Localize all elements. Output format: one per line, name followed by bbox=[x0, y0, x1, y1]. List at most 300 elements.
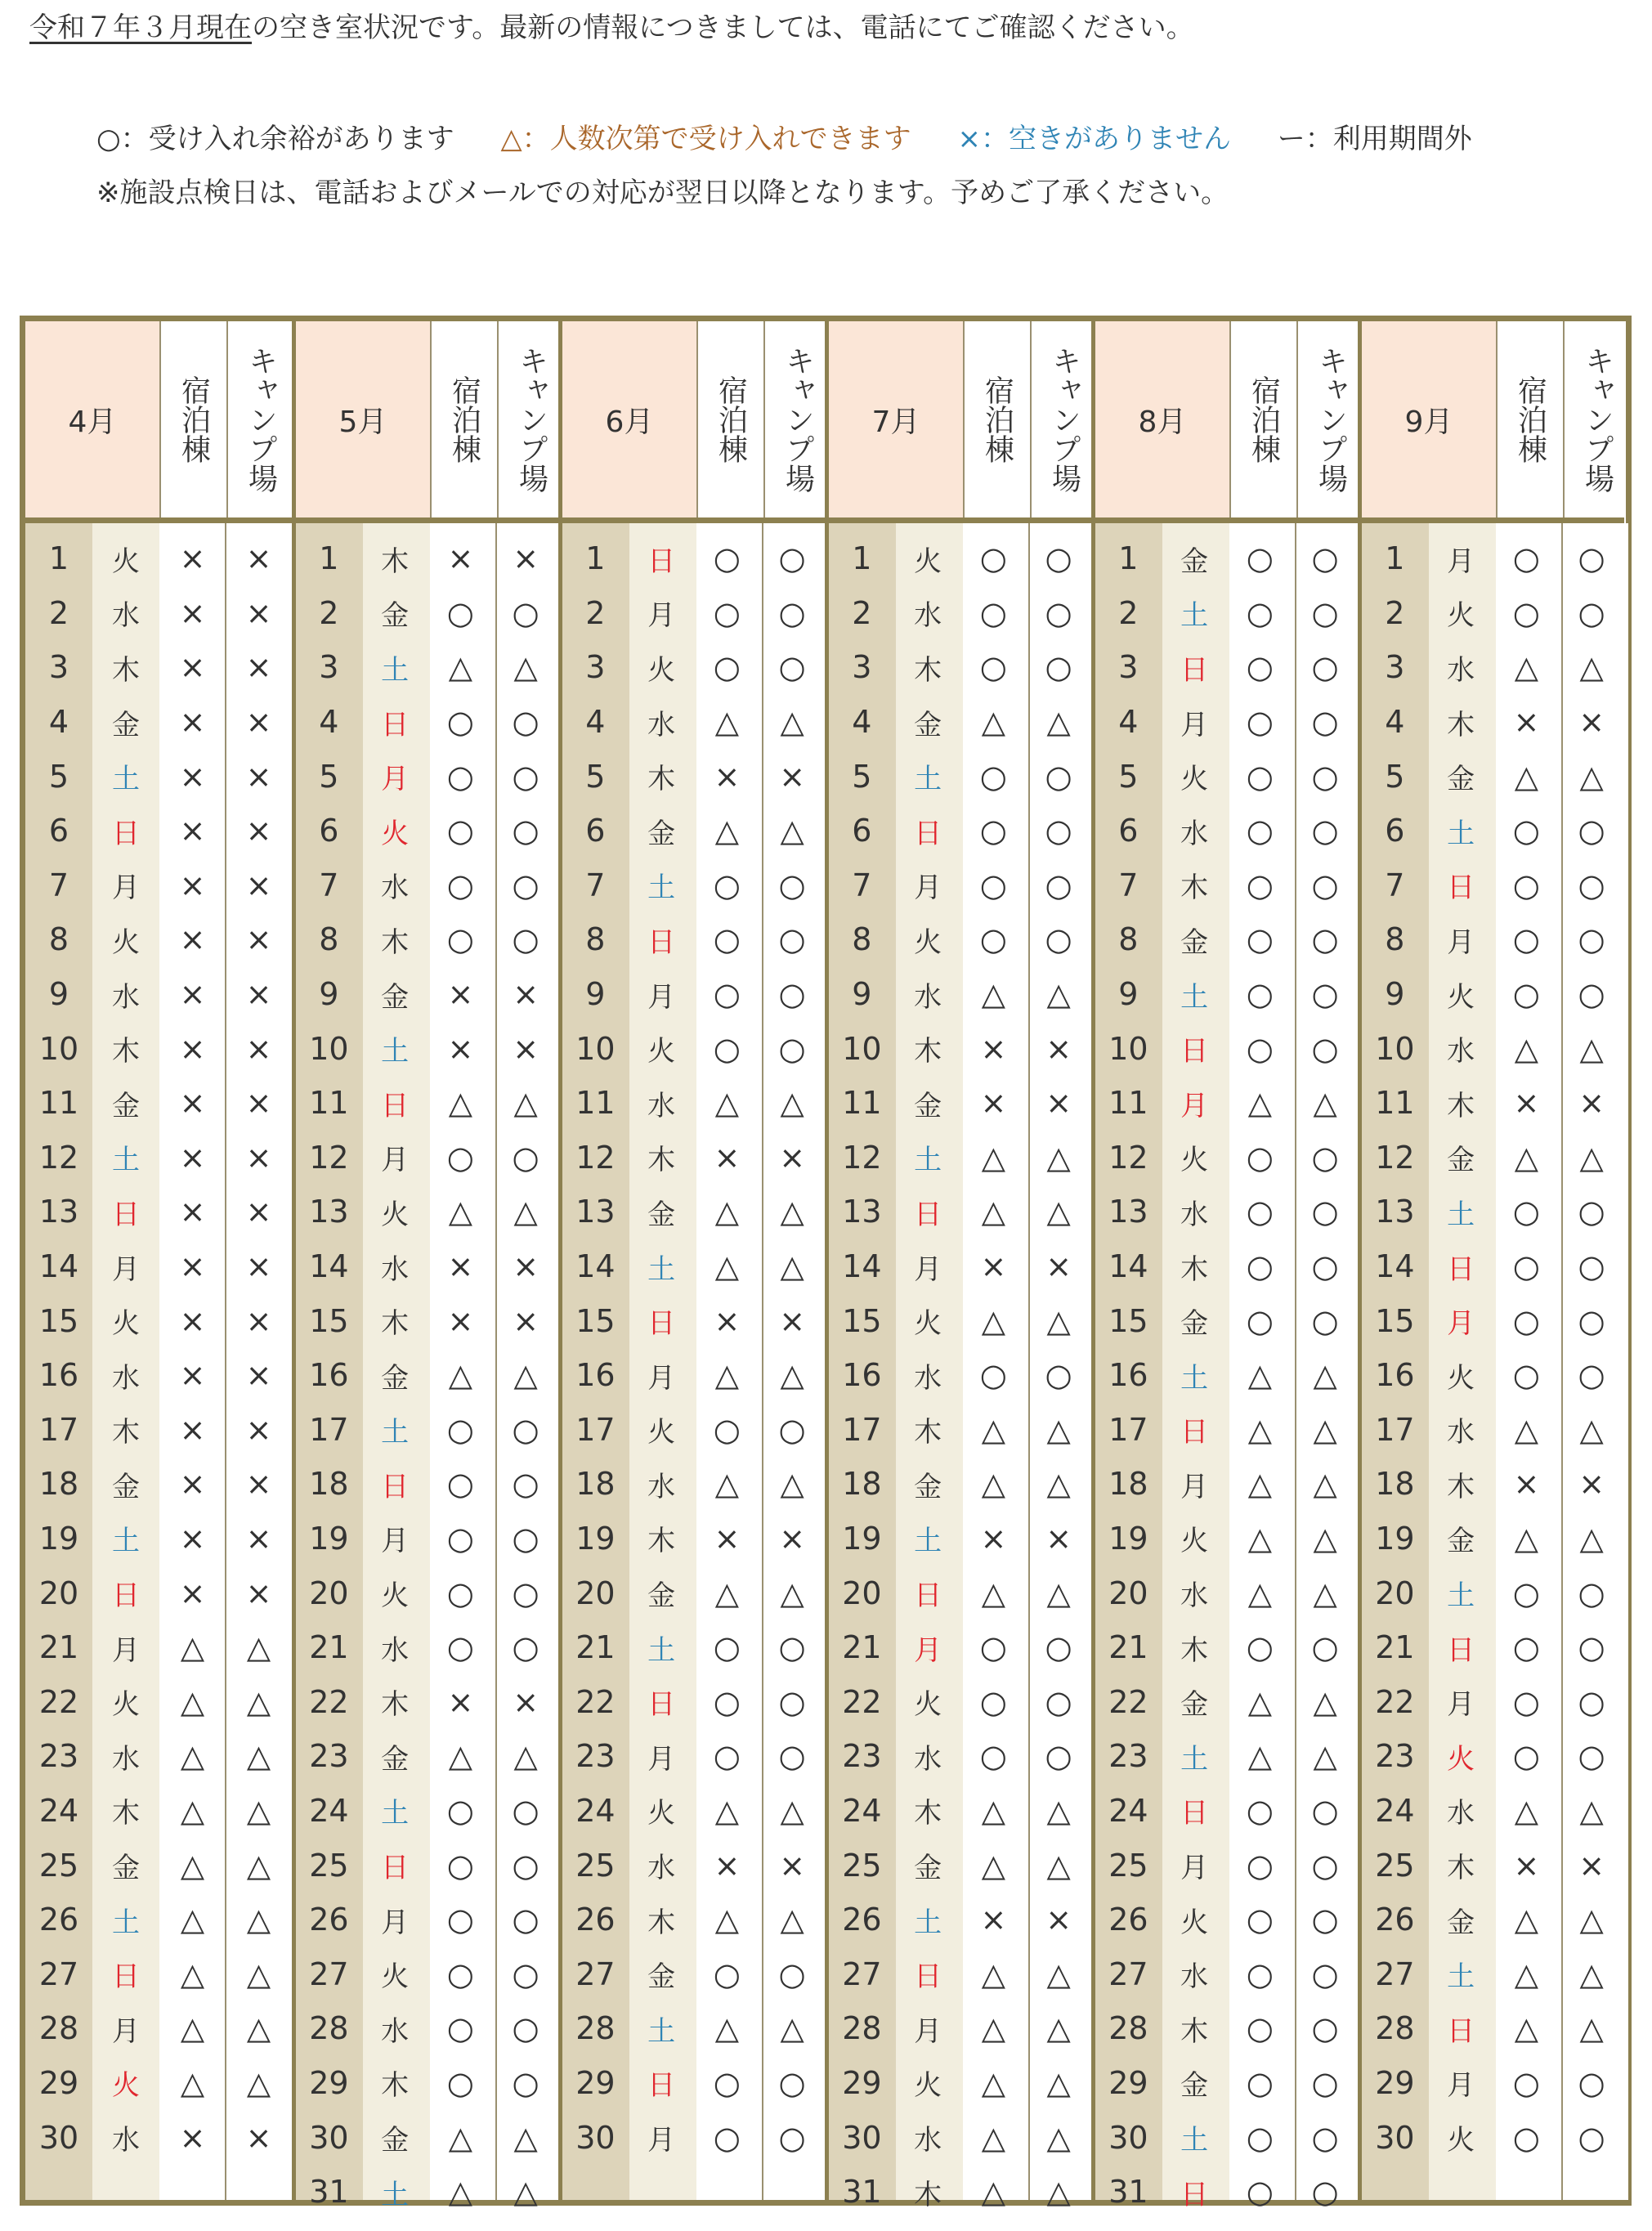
day-number: 11 bbox=[1108, 1085, 1148, 1122]
day-row bbox=[1095, 2056, 1358, 2111]
lodging-status: △ bbox=[1514, 1955, 1538, 1992]
lodging-status: ○ bbox=[713, 1629, 741, 1666]
camp-status: ○ bbox=[1578, 1357, 1605, 1394]
day-of-week: 火 bbox=[1447, 1361, 1475, 1395]
lodging-status: △ bbox=[714, 1248, 739, 1285]
day-row bbox=[296, 1021, 558, 1076]
day-row bbox=[829, 967, 1091, 1022]
camp-status: × bbox=[779, 1847, 806, 1884]
lodging-status: ○ bbox=[979, 1629, 1007, 1666]
month-header bbox=[296, 321, 558, 523]
camp-status: ○ bbox=[1311, 1629, 1339, 1666]
lodging-status: × bbox=[179, 758, 206, 795]
lodging-status: △ bbox=[448, 1194, 472, 1230]
day-of-week: 木 bbox=[381, 925, 410, 959]
camp-status: ○ bbox=[778, 594, 806, 631]
day-of-week: 日 bbox=[1447, 871, 1475, 905]
camp-status: ○ bbox=[1311, 594, 1339, 631]
lodging-status: ○ bbox=[979, 758, 1007, 795]
lodging-status: ○ bbox=[1246, 704, 1274, 741]
day-of-week: 木 bbox=[647, 1525, 676, 1558]
day-number: 1 bbox=[1118, 540, 1139, 577]
day-of-week: 土 bbox=[112, 1906, 140, 1939]
day-row bbox=[562, 1293, 825, 1348]
day-row bbox=[296, 1293, 558, 1348]
day-row bbox=[829, 1838, 1091, 1893]
lodging-status: ○ bbox=[1246, 758, 1274, 795]
day-number: 17 bbox=[575, 1411, 616, 1448]
day-row bbox=[1095, 1620, 1358, 1675]
camp-status: △ bbox=[1046, 1302, 1071, 1339]
day-of-week: 日 bbox=[914, 1579, 942, 1613]
day-of-week: 木 bbox=[112, 1797, 140, 1830]
day-number: 18 bbox=[1108, 1466, 1148, 1503]
day-number: 18 bbox=[38, 1466, 79, 1503]
day-row bbox=[1095, 1457, 1358, 1512]
camp-status: △ bbox=[1579, 1792, 1604, 1829]
day-number: 18 bbox=[575, 1466, 616, 1503]
camp-status: × bbox=[513, 976, 539, 1013]
camp-header: キャンプ場 bbox=[514, 346, 548, 493]
month-body bbox=[1362, 523, 1624, 2200]
day-number: 28 bbox=[575, 2010, 616, 2047]
camp-status: ○ bbox=[778, 976, 806, 1013]
camp-status: ○ bbox=[1578, 540, 1605, 577]
month-name: 4月 bbox=[25, 321, 161, 517]
camp-status: × bbox=[779, 1520, 806, 1557]
day-row bbox=[296, 749, 558, 804]
day-row bbox=[1095, 586, 1358, 641]
month-name: 6月 bbox=[562, 321, 698, 517]
day-of-week: 土 bbox=[381, 2178, 410, 2211]
camp-status: △ bbox=[513, 1738, 538, 1775]
lodging-status: △ bbox=[180, 2010, 205, 2047]
day-number: 2 bbox=[1118, 594, 1139, 631]
month-header bbox=[25, 321, 292, 523]
day-row bbox=[562, 695, 825, 750]
day-of-week: 木 bbox=[647, 1144, 676, 1177]
day-row bbox=[1362, 2001, 1624, 2056]
day-number: 31 bbox=[1108, 2174, 1148, 2211]
day-number: 19 bbox=[38, 1520, 79, 1557]
day-number: 29 bbox=[38, 2064, 79, 2101]
lodging-status: △ bbox=[714, 1357, 739, 1394]
day-row bbox=[296, 2056, 558, 2111]
camp-status: △ bbox=[1313, 1520, 1337, 1557]
day-number: 5 bbox=[852, 758, 872, 795]
lodging-status: × bbox=[447, 1030, 474, 1067]
day-number: 22 bbox=[842, 1683, 882, 1720]
day-of-week: 火 bbox=[112, 2069, 140, 2103]
day-number: 24 bbox=[842, 1792, 882, 1829]
camp-status: × bbox=[245, 1302, 272, 1339]
day-of-week: 日 bbox=[1447, 2014, 1475, 2048]
camp-status: ○ bbox=[1578, 2119, 1605, 2156]
day-number: 26 bbox=[309, 1902, 349, 1938]
day-of-week: 木 bbox=[914, 1416, 942, 1449]
day-row bbox=[562, 1893, 825, 1947]
day-of-week: 木 bbox=[1180, 871, 1209, 905]
day-number: 27 bbox=[575, 1955, 616, 1992]
day-of-week: 月 bbox=[1180, 1089, 1209, 1122]
lodging-status: △ bbox=[714, 1194, 739, 1230]
lodging-status: × bbox=[714, 758, 741, 795]
day-row bbox=[829, 1239, 1091, 1294]
day-row bbox=[25, 1403, 292, 1458]
day-of-week: 日 bbox=[1447, 1633, 1475, 1667]
lodging-status: ○ bbox=[1512, 1248, 1540, 1285]
lodging-status: ○ bbox=[713, 594, 741, 631]
day-row bbox=[1362, 1784, 1624, 1839]
day-number: 7 bbox=[1385, 867, 1405, 903]
day-of-week: 日 bbox=[112, 1198, 140, 1231]
day-row bbox=[25, 2001, 292, 2056]
day-row bbox=[1362, 1076, 1624, 1131]
day-row bbox=[25, 1838, 292, 1893]
day-of-week: 月 bbox=[112, 1252, 140, 1286]
day-row bbox=[1362, 1893, 1624, 1947]
lodging-status: ○ bbox=[713, 867, 741, 903]
lodging-status: × bbox=[980, 1248, 1007, 1285]
day-number: 27 bbox=[842, 1955, 882, 1992]
camp-status: × bbox=[1045, 1902, 1072, 1938]
day-of-week: 月 bbox=[647, 980, 676, 1014]
day-number: 14 bbox=[1375, 1248, 1415, 1285]
day-number: 14 bbox=[842, 1248, 882, 1285]
day-number: 21 bbox=[575, 1629, 616, 1666]
day-row bbox=[1095, 2165, 1358, 2220]
day-of-week: 月 bbox=[914, 871, 942, 905]
lodging-status: ○ bbox=[1246, 540, 1274, 577]
camp-status: ○ bbox=[1311, 813, 1339, 849]
camp-status: × bbox=[245, 1466, 272, 1503]
day-row bbox=[1362, 1947, 1624, 2001]
day-number: 20 bbox=[1375, 1575, 1415, 1611]
day-number: 10 bbox=[38, 1030, 79, 1067]
day-row bbox=[1362, 1512, 1624, 1566]
day-number: 22 bbox=[575, 1683, 616, 1720]
lodging-status: ○ bbox=[446, 921, 474, 958]
lodging-status: ○ bbox=[713, 2119, 741, 2156]
day-of-week: 日 bbox=[1180, 1416, 1209, 1449]
day-of-week: 土 bbox=[381, 1035, 410, 1068]
camp-status: ○ bbox=[512, 1792, 539, 1829]
day-number: 27 bbox=[309, 1955, 349, 1992]
day-of-week: 木 bbox=[112, 653, 140, 687]
day-number: 11 bbox=[575, 1085, 616, 1122]
day-of-week: 日 bbox=[381, 708, 410, 741]
day-number: 26 bbox=[842, 1902, 882, 1938]
camp-status: △ bbox=[780, 1357, 804, 1394]
day-row bbox=[296, 1457, 558, 1512]
day-number: 6 bbox=[585, 813, 606, 849]
lodging-status: ○ bbox=[713, 540, 741, 577]
camp-status: ○ bbox=[1311, 867, 1339, 903]
day-row bbox=[562, 1021, 825, 1076]
day-number: 17 bbox=[842, 1411, 882, 1448]
day-number: 24 bbox=[309, 1792, 349, 1829]
lodging-status: × bbox=[179, 1302, 206, 1339]
lodging-status: △ bbox=[981, 1194, 1005, 1230]
camp-status: △ bbox=[246, 1629, 271, 1666]
day-row bbox=[25, 695, 292, 750]
day-number: 13 bbox=[1375, 1194, 1415, 1230]
day-number: 10 bbox=[842, 1030, 882, 1067]
lodging-status: △ bbox=[1514, 758, 1538, 795]
day-of-week: 土 bbox=[381, 1416, 410, 1449]
camp-status: ○ bbox=[1311, 976, 1339, 1013]
camp-status: △ bbox=[246, 2064, 271, 2101]
lodging-status: ○ bbox=[713, 921, 741, 958]
day-of-week: 金 bbox=[914, 1089, 942, 1122]
day-row bbox=[1095, 1838, 1358, 1893]
day-number: 30 bbox=[575, 2119, 616, 2156]
day-row bbox=[296, 804, 558, 858]
day-number: 4 bbox=[1385, 704, 1405, 741]
day-row bbox=[25, 1784, 292, 1839]
camp-status: ○ bbox=[1311, 2119, 1339, 2156]
day-row bbox=[25, 967, 292, 1022]
day-row bbox=[829, 1076, 1091, 1131]
lodging-status: △ bbox=[1514, 1030, 1538, 1067]
lodging-status: ○ bbox=[1512, 867, 1540, 903]
day-row bbox=[562, 1076, 825, 1131]
lodging-status: △ bbox=[180, 1847, 205, 1884]
day-of-week: 月 bbox=[381, 763, 410, 796]
lodging-status: △ bbox=[714, 813, 739, 849]
day-of-week: 金 bbox=[914, 708, 942, 741]
camp-status: △ bbox=[1046, 1466, 1071, 1503]
day-of-week: 月 bbox=[647, 1361, 676, 1395]
lodging-status: ○ bbox=[1246, 2010, 1274, 2047]
camp-status: △ bbox=[246, 1792, 271, 1829]
day-number: 29 bbox=[309, 2064, 349, 2101]
day-number: 24 bbox=[1375, 1792, 1415, 1829]
lodging-status: △ bbox=[1247, 1520, 1272, 1557]
day-number: 30 bbox=[309, 2119, 349, 2156]
day-row bbox=[296, 1512, 558, 1566]
day-of-week: 月 bbox=[1447, 2069, 1475, 2103]
camp-status: △ bbox=[1579, 1030, 1604, 1067]
camp-status: × bbox=[245, 1411, 272, 1448]
day-number: 29 bbox=[575, 2064, 616, 2101]
day-of-week: 水 bbox=[1180, 1960, 1209, 1994]
month-name: 8月 bbox=[1095, 321, 1231, 517]
day-row bbox=[25, 749, 292, 804]
camp-status: △ bbox=[1046, 1792, 1071, 1829]
lodging-status: △ bbox=[180, 1629, 205, 1666]
day-row bbox=[562, 804, 825, 858]
intro-rest: の空き室状況です。最新の情報につきましては、電話にてご確認ください。 bbox=[252, 11, 1194, 44]
day-number: 6 bbox=[852, 813, 872, 849]
day-number: 24 bbox=[1108, 1792, 1148, 1829]
day-row bbox=[296, 1239, 558, 1294]
lodging-status: × bbox=[179, 1194, 206, 1230]
camp-status: × bbox=[1578, 1466, 1605, 1503]
day-row bbox=[1362, 1566, 1624, 1620]
camp-status: ○ bbox=[1578, 976, 1605, 1013]
day-row bbox=[829, 695, 1091, 750]
camp-status: △ bbox=[246, 1847, 271, 1884]
camp-status: ○ bbox=[512, 921, 539, 958]
day-number: 17 bbox=[1108, 1411, 1148, 1448]
lodging-status: △ bbox=[714, 1792, 739, 1829]
day-row bbox=[25, 1457, 292, 1512]
day-row bbox=[829, 1893, 1091, 1947]
camp-status: ○ bbox=[1578, 1738, 1605, 1775]
day-row bbox=[25, 586, 292, 641]
day-of-week: 土 bbox=[914, 1906, 942, 1939]
camp-status: ○ bbox=[778, 2119, 806, 2156]
day-row bbox=[1362, 1674, 1624, 1729]
camp-status: × bbox=[245, 1357, 272, 1394]
day-row bbox=[1095, 1893, 1358, 1947]
lodging-status: △ bbox=[448, 1738, 472, 1775]
day-of-week: 月 bbox=[1447, 925, 1475, 959]
camp-status: ○ bbox=[512, 1847, 539, 1884]
camp-status: × bbox=[245, 867, 272, 903]
camp-status: ○ bbox=[1311, 1902, 1339, 1938]
lodging-status: △ bbox=[981, 1792, 1005, 1829]
day-row bbox=[829, 1674, 1091, 1729]
day-row bbox=[562, 531, 825, 586]
camp-status: △ bbox=[780, 1792, 804, 1829]
camp-status: ○ bbox=[1311, 649, 1339, 686]
day-row bbox=[829, 858, 1091, 913]
camp-status: △ bbox=[1313, 1738, 1337, 1775]
day-of-week: 水 bbox=[1447, 653, 1475, 687]
day-of-week: 金 bbox=[381, 599, 410, 633]
day-of-week: 木 bbox=[381, 544, 410, 578]
day-number: 12 bbox=[1375, 1139, 1415, 1176]
day-number: 1 bbox=[585, 540, 606, 577]
lodging-status: ○ bbox=[1512, 1357, 1540, 1394]
lodging-status: ○ bbox=[979, 649, 1007, 686]
day-of-week: 火 bbox=[914, 925, 942, 959]
camp-status: × bbox=[245, 1085, 272, 1122]
day-number: 21 bbox=[842, 1629, 882, 1666]
lodging-header: 宿泊棟 bbox=[161, 321, 228, 517]
day-row bbox=[296, 1620, 558, 1675]
day-number: 8 bbox=[48, 921, 69, 958]
month-column bbox=[1358, 321, 1624, 2200]
day-number: 2 bbox=[1385, 594, 1405, 631]
day-of-week: 土 bbox=[647, 1633, 676, 1667]
month-column bbox=[1091, 321, 1358, 2211]
day-row bbox=[562, 2001, 825, 2056]
lodging-status: × bbox=[179, 1085, 206, 1122]
day-number: 22 bbox=[309, 1683, 349, 1720]
day-of-week: 日 bbox=[1447, 1252, 1475, 1286]
camp-status: ○ bbox=[1311, 540, 1339, 577]
lodging-status: ○ bbox=[1246, 813, 1274, 849]
day-number: 18 bbox=[842, 1466, 882, 1503]
lodging-status: × bbox=[179, 594, 206, 631]
day-of-week: 金 bbox=[1447, 763, 1475, 796]
lodging-status: × bbox=[714, 1847, 741, 1884]
day-number: 8 bbox=[852, 921, 872, 958]
lodging-status: × bbox=[714, 1139, 741, 1176]
day-of-week: 土 bbox=[112, 763, 140, 796]
camp-status: △ bbox=[780, 1248, 804, 1285]
day-of-week: 火 bbox=[914, 1307, 942, 1341]
day-row bbox=[829, 1021, 1091, 1076]
camp-status: ○ bbox=[512, 2010, 539, 2047]
month-column bbox=[25, 321, 292, 2200]
day-of-week: 月 bbox=[381, 1525, 410, 1558]
day-row bbox=[562, 640, 825, 695]
lodging-status: ○ bbox=[1246, 1030, 1274, 1067]
day-of-week: 月 bbox=[1447, 544, 1475, 578]
lodging-status: ○ bbox=[446, 1466, 474, 1503]
lodging-status: × bbox=[980, 1030, 1007, 1067]
month-body bbox=[1095, 523, 1358, 2211]
day-row bbox=[829, 1293, 1091, 1348]
day-row bbox=[1095, 1674, 1358, 1729]
availability-calendar bbox=[20, 316, 1632, 2211]
day-of-week: 水 bbox=[112, 1361, 140, 1395]
lodging-status: ○ bbox=[1512, 2064, 1540, 2101]
camp-status: ○ bbox=[1045, 1629, 1072, 1666]
day-number: 30 bbox=[1375, 2119, 1415, 2156]
day-of-week: 日 bbox=[112, 1960, 140, 1994]
day-row bbox=[1362, 858, 1624, 913]
day-number: 25 bbox=[575, 1847, 616, 1884]
lodging-status: × bbox=[447, 1302, 474, 1339]
camp-status: ○ bbox=[1578, 867, 1605, 903]
camp-status: × bbox=[1578, 704, 1605, 741]
day-row bbox=[25, 1293, 292, 1348]
month-header bbox=[829, 321, 1091, 523]
day-number: 12 bbox=[309, 1139, 349, 1176]
lodging-status: ○ bbox=[713, 1683, 741, 1720]
day-row bbox=[296, 1947, 558, 2001]
lodging-status: × bbox=[179, 1520, 206, 1557]
day-row bbox=[829, 1620, 1091, 1675]
day-row bbox=[296, 1185, 558, 1239]
day-number: 7 bbox=[1118, 867, 1139, 903]
camp-status: ○ bbox=[778, 1738, 806, 1775]
day-of-week: 日 bbox=[381, 1089, 410, 1122]
camp-status: △ bbox=[246, 1738, 271, 1775]
day-of-week: 日 bbox=[1180, 2178, 1209, 2211]
camp-status: ○ bbox=[512, 1466, 539, 1503]
lodging-status: △ bbox=[981, 976, 1005, 1013]
day-of-week: 金 bbox=[1180, 1307, 1209, 1341]
month-body bbox=[296, 523, 558, 2211]
day-of-week: 金 bbox=[1180, 1688, 1209, 1722]
day-of-week: 土 bbox=[1447, 1960, 1475, 1994]
camp-status: × bbox=[513, 1683, 539, 1720]
day-row bbox=[562, 1784, 825, 1839]
camp-status: △ bbox=[1579, 1902, 1604, 1938]
camp-status: ○ bbox=[1045, 649, 1072, 686]
day-number: 6 bbox=[48, 813, 69, 849]
day-row bbox=[296, 695, 558, 750]
day-of-week: 土 bbox=[1180, 1742, 1209, 1776]
day-number: 8 bbox=[1118, 921, 1139, 958]
day-row bbox=[1095, 640, 1358, 695]
lodging-status: × bbox=[980, 1902, 1007, 1938]
lodging-status: △ bbox=[1247, 1683, 1272, 1720]
day-of-week: 水 bbox=[1180, 1198, 1209, 1231]
lodging-status: × bbox=[1513, 1085, 1540, 1122]
lodging-status: ○ bbox=[1512, 813, 1540, 849]
day-row bbox=[25, 1512, 292, 1566]
lodging-status: △ bbox=[714, 704, 739, 741]
day-of-week: 火 bbox=[647, 1035, 676, 1068]
lodging-status: △ bbox=[1247, 1575, 1272, 1611]
